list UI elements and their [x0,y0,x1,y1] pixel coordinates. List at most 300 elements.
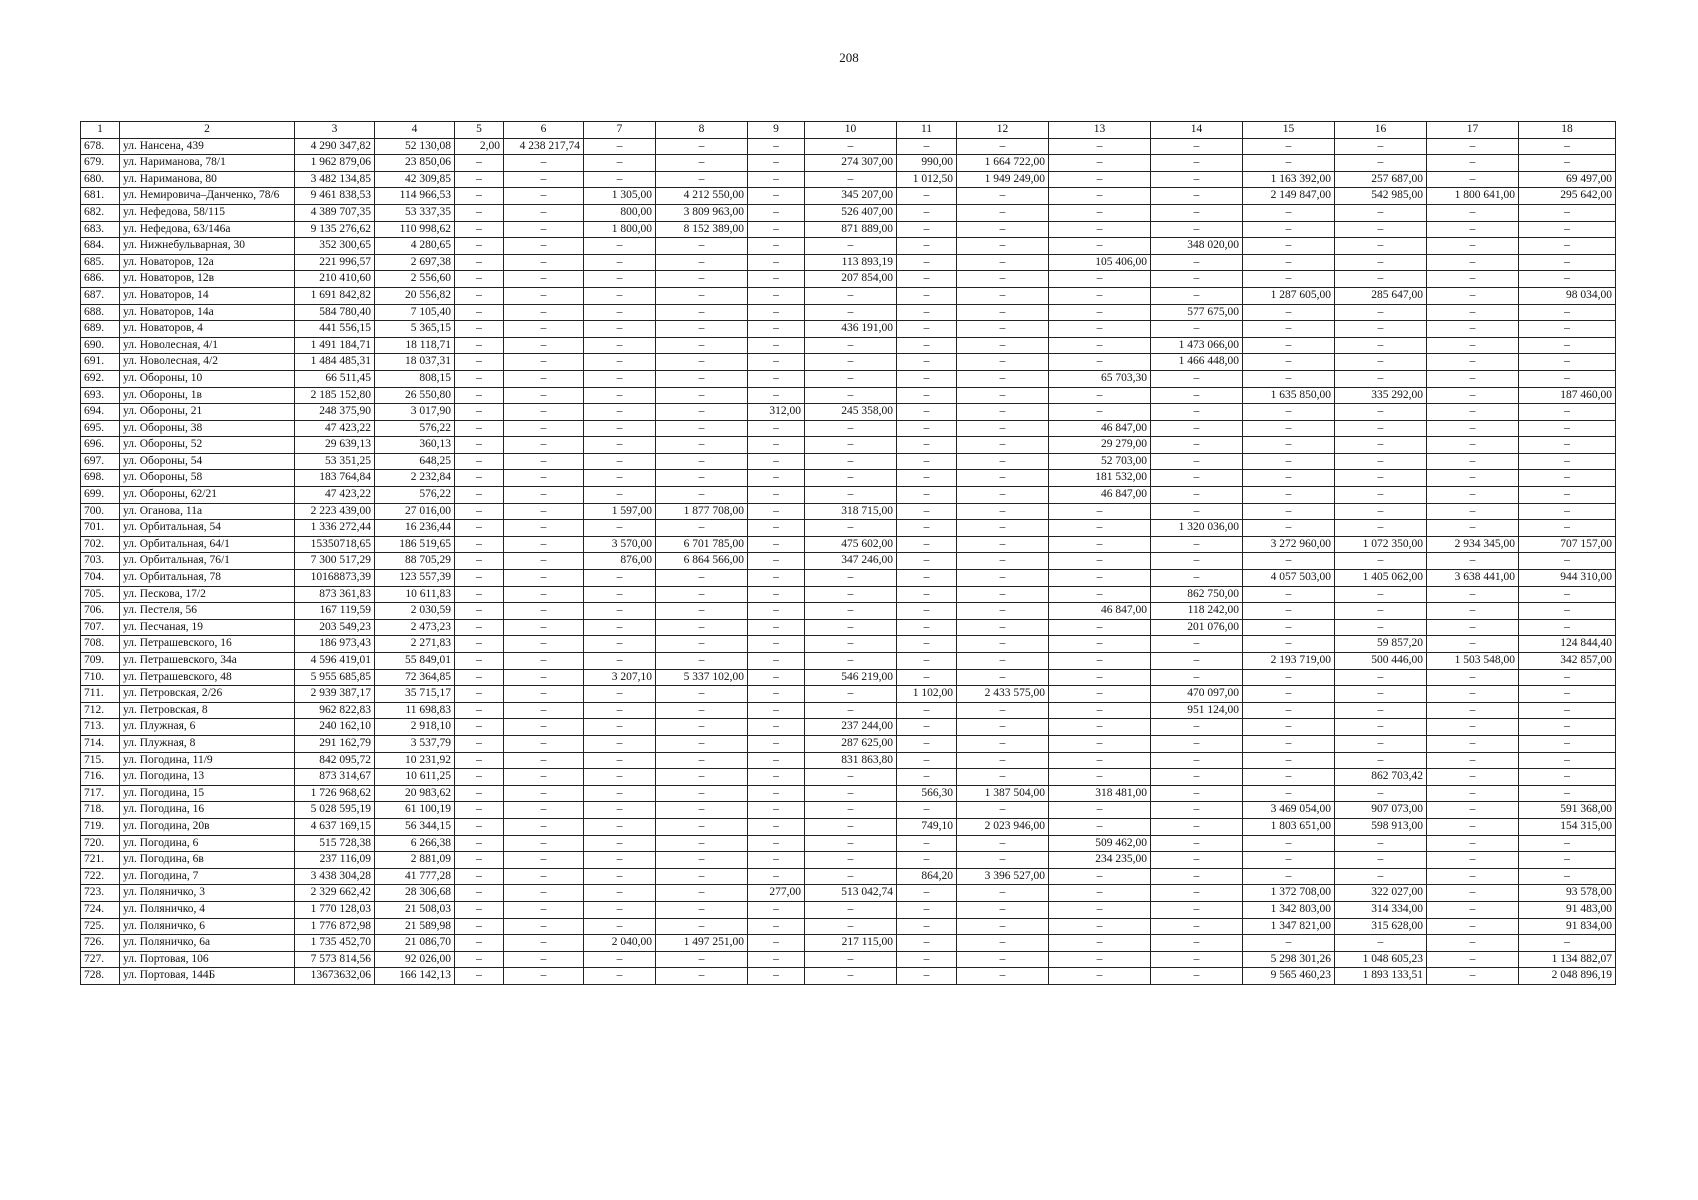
empty-value-cell: – [897,254,957,271]
table-row [81,868,1616,885]
empty-value-cell: – [748,951,805,968]
empty-value-cell: – [897,769,957,786]
empty-value-cell: – [748,520,805,537]
value-cell-col-15: 9 565 460,23 [1243,968,1335,985]
value-cell-col-18: 187 460,00 [1519,387,1616,404]
empty-value-cell: – [748,852,805,869]
empty-value-cell: – [1049,901,1151,918]
empty-value-cell: – [584,271,656,288]
address-cell: ул. Орбитальная, 64/1 [120,536,295,553]
empty-value-cell: – [584,918,656,935]
empty-value-cell: – [1335,254,1427,271]
empty-value-cell: – [1049,221,1151,238]
value-cell-col-14: 1 473 066,00 [1151,337,1243,354]
value-cell-col-3: 1 484 485,31 [295,354,375,371]
column-header-11: 11 [897,122,957,139]
empty-value-cell: – [1151,785,1243,802]
row-number-cell: 705. [81,586,120,603]
column-header-4: 4 [375,122,455,139]
empty-value-cell: – [1049,868,1151,885]
value-cell-col-4: 21 508,03 [375,901,455,918]
value-cell-col-7: 1 800,00 [584,221,656,238]
empty-value-cell: – [504,387,584,404]
empty-value-cell: – [1519,453,1616,470]
empty-value-cell: – [1427,221,1519,238]
value-cell-col-4: 88 705,29 [375,553,455,570]
row-number-cell: 721. [81,852,120,869]
empty-value-cell: – [748,138,805,155]
empty-value-cell: – [1243,437,1335,454]
address-cell: ул. Пескова, 17/2 [120,586,295,603]
value-cell-col-4: 3 537,79 [375,735,455,752]
address-cell: ул. Орбитальная, 78 [120,570,295,587]
empty-value-cell: – [1519,271,1616,288]
empty-value-cell: – [455,735,504,752]
empty-value-cell: – [584,404,656,421]
empty-value-cell: – [957,835,1049,852]
value-cell-col-3: 66 511,45 [295,370,375,387]
row-number-cell: 714. [81,735,120,752]
row-number-cell: 695. [81,420,120,437]
value-cell-col-16: 500 446,00 [1335,653,1427,670]
empty-value-cell: – [957,570,1049,587]
empty-value-cell: – [656,619,748,636]
empty-value-cell: – [1151,487,1243,504]
value-cell-col-18: 91 483,00 [1519,901,1616,918]
empty-value-cell: – [584,968,656,985]
empty-value-cell: – [1243,669,1335,686]
value-cell-col-3: 2 939 387,17 [295,686,375,703]
empty-value-cell: – [504,553,584,570]
value-cell-col-16: 59 857,20 [1335,636,1427,653]
value-cell-col-10: 318 715,00 [805,503,897,520]
row-number-cell: 688. [81,304,120,321]
value-cell-col-3: 210 410,60 [295,271,375,288]
empty-value-cell: – [805,586,897,603]
table-row [81,321,1616,338]
address-cell: ул. Погодина, 7 [120,868,295,885]
empty-value-cell: – [1151,138,1243,155]
row-number-cell: 700. [81,503,120,520]
value-cell-col-16: 598 913,00 [1335,818,1427,835]
row-number-cell: 725. [81,918,120,935]
empty-value-cell: – [455,370,504,387]
value-cell-col-4: 10 611,25 [375,769,455,786]
value-cell-col-3: 4 389 707,35 [295,204,375,221]
empty-value-cell: – [805,636,897,653]
value-cell-col-4: 3 017,90 [375,404,455,421]
empty-value-cell: – [805,453,897,470]
empty-value-cell: – [504,951,584,968]
empty-value-cell: – [1335,321,1427,338]
empty-value-cell: – [455,520,504,537]
empty-value-cell: – [897,404,957,421]
column-header-5: 5 [455,122,504,139]
empty-value-cell: – [504,188,584,205]
empty-value-cell: – [1151,221,1243,238]
value-cell-col-10: 513 042,74 [805,885,897,902]
empty-value-cell: – [1427,503,1519,520]
empty-value-cell: – [748,785,805,802]
table-row [81,702,1616,719]
address-cell: ул. Немировича–Данченко, 78/6 [120,188,295,205]
empty-value-cell: – [957,918,1049,935]
empty-value-cell: – [1427,802,1519,819]
table-row [81,271,1616,288]
column-header-15: 15 [1243,122,1335,139]
address-cell: ул. Петрашевского, 16 [120,636,295,653]
value-cell-col-3: 5 955 685,85 [295,669,375,686]
empty-value-cell: – [805,603,897,620]
empty-value-cell: – [897,653,957,670]
empty-value-cell: – [1243,752,1335,769]
empty-value-cell: – [957,603,1049,620]
empty-value-cell: – [1049,968,1151,985]
value-cell-col-10: 113 893,19 [805,254,897,271]
address-cell: ул. Новаторов, 14а [120,304,295,321]
empty-value-cell: – [504,669,584,686]
empty-value-cell: – [1049,238,1151,255]
empty-value-cell: – [1151,387,1243,404]
value-cell-col-3: 4 637 169,15 [295,818,375,835]
empty-value-cell: – [1335,619,1427,636]
row-number-cell: 716. [81,769,120,786]
row-number-cell: 701. [81,520,120,537]
table-row [81,337,1616,354]
table-row [81,354,1616,371]
value-cell-col-3: 7 573 814,56 [295,951,375,968]
empty-value-cell: – [748,586,805,603]
empty-value-cell: – [584,852,656,869]
table-row [81,852,1616,869]
table-row [81,653,1616,670]
empty-value-cell: – [1151,885,1243,902]
table-row [81,420,1616,437]
empty-value-cell: – [656,321,748,338]
row-number-cell: 723. [81,885,120,902]
empty-value-cell: – [1427,287,1519,304]
empty-value-cell: – [897,968,957,985]
empty-value-cell: – [1049,818,1151,835]
value-cell-col-18: 124 844,40 [1519,636,1616,653]
empty-value-cell: – [1049,536,1151,553]
empty-value-cell: – [748,735,805,752]
value-cell-col-13: 318 481,00 [1049,785,1151,802]
empty-value-cell: – [504,603,584,620]
value-cell-col-5: 2,00 [455,138,504,155]
empty-value-cell: – [1335,835,1427,852]
empty-value-cell: – [1427,735,1519,752]
table-row [81,155,1616,172]
empty-value-cell: – [957,968,1049,985]
value-cell-col-16: 285 647,00 [1335,287,1427,304]
empty-value-cell: – [504,287,584,304]
empty-value-cell: – [656,702,748,719]
empty-value-cell: – [584,254,656,271]
value-cell-col-18: 2 048 896,19 [1519,968,1616,985]
table-row [81,221,1616,238]
table-row [81,968,1616,985]
row-number-cell: 693. [81,387,120,404]
empty-value-cell: – [1335,271,1427,288]
row-number-cell: 686. [81,271,120,288]
empty-value-cell: – [455,653,504,670]
value-cell-col-4: 2 271,83 [375,636,455,653]
empty-value-cell: – [1427,769,1519,786]
empty-value-cell: – [748,536,805,553]
column-header-7: 7 [584,122,656,139]
empty-value-cell: – [748,818,805,835]
address-cell: ул. Поляничко, 3 [120,885,295,902]
address-cell: ул. Обороны, 52 [120,437,295,454]
empty-value-cell: – [957,653,1049,670]
row-number-cell: 719. [81,818,120,835]
value-cell-col-3: 13673632,06 [295,968,375,985]
empty-value-cell: – [1049,271,1151,288]
value-cell-col-9: 277,00 [748,885,805,902]
empty-value-cell: – [897,470,957,487]
empty-value-cell: – [805,470,897,487]
empty-value-cell: – [805,619,897,636]
value-cell-col-4: 53 337,35 [375,204,455,221]
row-number-cell: 680. [81,171,120,188]
empty-value-cell: – [805,835,897,852]
row-number-cell: 685. [81,254,120,271]
column-header-18: 18 [1519,122,1616,139]
empty-value-cell: – [656,304,748,321]
value-cell-col-3: 4 596 419,01 [295,653,375,670]
empty-value-cell: – [957,885,1049,902]
value-cell-col-15: 1 372 708,00 [1243,885,1335,902]
empty-value-cell: – [957,354,1049,371]
value-cell-col-7: 3 207,10 [584,669,656,686]
address-cell: ул. Новаторов, 12в [120,271,295,288]
empty-value-cell: – [957,138,1049,155]
empty-value-cell: – [504,171,584,188]
empty-value-cell: – [805,570,897,587]
table-row [81,636,1616,653]
empty-value-cell: – [805,686,897,703]
empty-value-cell: – [748,570,805,587]
empty-value-cell: – [1335,852,1427,869]
empty-value-cell: – [957,470,1049,487]
empty-value-cell: – [1243,321,1335,338]
value-cell-col-4: 2 556,60 [375,271,455,288]
empty-value-cell: – [1243,271,1335,288]
row-number-cell: 715. [81,752,120,769]
value-cell-col-10: 237 244,00 [805,719,897,736]
empty-value-cell: – [1519,586,1616,603]
table-row [81,951,1616,968]
value-cell-col-4: 360,13 [375,437,455,454]
empty-value-cell: – [1151,802,1243,819]
address-cell: ул. Новаторов, 14 [120,287,295,304]
empty-value-cell: – [748,901,805,918]
empty-value-cell: – [656,404,748,421]
empty-value-cell: – [957,636,1049,653]
address-cell: ул. Погодина, 16 [120,802,295,819]
empty-value-cell: – [455,453,504,470]
empty-value-cell: – [957,453,1049,470]
empty-value-cell: – [504,818,584,835]
empty-value-cell: – [656,387,748,404]
page-number: 208 [839,50,859,65]
empty-value-cell: – [504,586,584,603]
table-row [81,387,1616,404]
empty-value-cell: – [455,387,504,404]
empty-value-cell: – [1427,852,1519,869]
value-cell-col-3: 873 314,67 [295,769,375,786]
empty-value-cell: – [748,918,805,935]
empty-value-cell: – [504,370,584,387]
empty-value-cell: – [957,735,1049,752]
value-cell-col-8: 6 864 566,00 [656,553,748,570]
row-number-cell: 694. [81,404,120,421]
empty-value-cell: – [504,636,584,653]
empty-value-cell: – [748,470,805,487]
value-cell-col-14: 470 097,00 [1151,686,1243,703]
empty-value-cell: – [504,453,584,470]
empty-value-cell: – [1243,702,1335,719]
value-cell-col-12: 2 433 575,00 [957,686,1049,703]
empty-value-cell: – [455,918,504,935]
empty-value-cell: – [1519,238,1616,255]
empty-value-cell: – [1335,470,1427,487]
empty-value-cell: – [1049,719,1151,736]
value-cell-col-15: 1 163 392,00 [1243,171,1335,188]
table-row [81,686,1616,703]
empty-value-cell: – [455,204,504,221]
empty-value-cell: – [656,868,748,885]
empty-value-cell: – [1049,636,1151,653]
empty-value-cell: – [748,719,805,736]
row-number-cell: 718. [81,802,120,819]
empty-value-cell: – [1243,603,1335,620]
value-cell-col-7: 800,00 [584,204,656,221]
value-cell-col-3: 1 735 452,70 [295,935,375,952]
row-number-cell: 689. [81,321,120,338]
address-cell: ул. Нариманова, 80 [120,171,295,188]
empty-value-cell: – [897,603,957,620]
empty-value-cell: – [1151,188,1243,205]
empty-value-cell: – [897,735,957,752]
empty-value-cell: – [957,536,1049,553]
empty-value-cell: – [1049,287,1151,304]
empty-value-cell: – [504,337,584,354]
address-cell: ул. Орбитальная, 76/1 [120,553,295,570]
empty-value-cell: – [957,719,1049,736]
empty-value-cell: – [748,254,805,271]
table-row [81,404,1616,421]
table-row [81,287,1616,304]
row-number-cell: 692. [81,370,120,387]
value-cell-col-15: 4 057 503,00 [1243,570,1335,587]
table-row [81,171,1616,188]
value-cell-col-3: 962 822,83 [295,702,375,719]
column-header-13: 13 [1049,122,1151,139]
empty-value-cell: – [455,420,504,437]
empty-value-cell: – [504,935,584,952]
empty-value-cell: – [455,304,504,321]
empty-value-cell: – [1151,370,1243,387]
empty-value-cell: – [1243,404,1335,421]
empty-value-cell: – [897,901,957,918]
value-cell-col-13: 46 847,00 [1049,603,1151,620]
empty-value-cell: – [1519,487,1616,504]
value-cell-col-3: 1 336 272,44 [295,520,375,537]
empty-value-cell: – [1151,669,1243,686]
empty-value-cell: – [1335,735,1427,752]
empty-value-cell: – [897,636,957,653]
empty-value-cell: – [584,901,656,918]
empty-value-cell: – [1151,437,1243,454]
value-cell-col-4: 26 550,80 [375,387,455,404]
empty-value-cell: – [805,287,897,304]
empty-value-cell: – [504,968,584,985]
empty-value-cell: – [1427,321,1519,338]
empty-value-cell: – [455,852,504,869]
table-row [81,503,1616,520]
empty-value-cell: – [1427,603,1519,620]
value-cell-col-12: 2 023 946,00 [957,818,1049,835]
empty-value-cell: – [805,387,897,404]
empty-value-cell: – [1519,155,1616,172]
empty-value-cell: – [748,603,805,620]
empty-value-cell: – [957,619,1049,636]
empty-value-cell: – [897,553,957,570]
empty-value-cell: – [1427,968,1519,985]
empty-value-cell: – [1243,503,1335,520]
value-cell-col-18: 591 368,00 [1519,802,1616,819]
empty-value-cell: – [584,735,656,752]
empty-value-cell: – [1427,238,1519,255]
value-cell-col-4: 56 344,15 [375,818,455,835]
empty-value-cell: – [656,951,748,968]
value-cell-col-16: 862 703,42 [1335,769,1427,786]
value-cell-col-4: 114 966,53 [375,188,455,205]
value-cell-col-4: 110 998,62 [375,221,455,238]
empty-value-cell: – [656,171,748,188]
empty-value-cell: – [1049,769,1151,786]
value-cell-col-8: 3 809 963,00 [656,204,748,221]
empty-value-cell: – [897,337,957,354]
value-cell-col-13: 46 847,00 [1049,487,1151,504]
empty-value-cell: – [957,802,1049,819]
value-cell-col-9: 312,00 [748,404,805,421]
empty-value-cell: – [1243,586,1335,603]
column-header-14: 14 [1151,122,1243,139]
empty-value-cell: – [1049,155,1151,172]
empty-value-cell: – [1335,487,1427,504]
empty-value-cell: – [957,752,1049,769]
empty-value-cell: – [455,337,504,354]
empty-value-cell: – [1151,171,1243,188]
empty-value-cell: – [1427,868,1519,885]
empty-value-cell: – [656,968,748,985]
row-number-cell: 679. [81,155,120,172]
empty-value-cell: – [656,370,748,387]
empty-value-cell: – [1427,818,1519,835]
value-cell-col-3: 2 223 439,00 [295,503,375,520]
table-row [81,935,1616,952]
table-row [81,520,1616,537]
value-cell-col-10: 287 625,00 [805,735,897,752]
empty-value-cell: – [1151,868,1243,885]
value-cell-col-3: 4 290 347,82 [295,138,375,155]
empty-value-cell: – [1151,420,1243,437]
empty-value-cell: – [504,835,584,852]
empty-value-cell: – [1151,769,1243,786]
